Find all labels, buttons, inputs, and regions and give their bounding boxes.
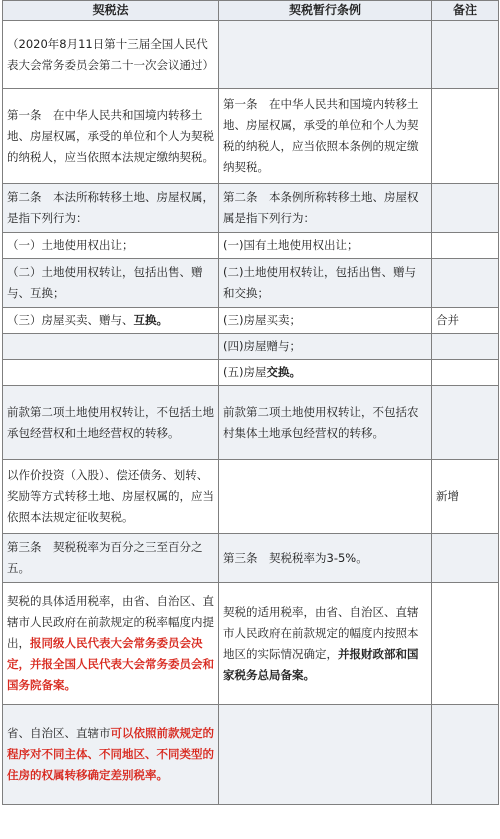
- cell-regulation: (一)国有土地使用权出让；: [219, 233, 432, 259]
- header-row: [3, 1, 499, 21]
- cell-regulation: [219, 460, 432, 534]
- cell-law: 第一条 在中华人民共和国境内转移土地、房屋权属，承受的单位和个人为契税的纳税人，应当依照本法规定缴纳契税。: [3, 89, 219, 184]
- cell-regulation: (三)房屋买卖；: [219, 308, 432, 334]
- cell-remark: [432, 583, 499, 705]
- regulation-text-emphasis: 交换。: [266, 365, 301, 379]
- cell-law: 第二条 本法所称转移土地、房屋权属，是指下列行为：: [3, 184, 219, 233]
- table-row: [3, 308, 499, 334]
- header-remarks: 备注: [432, 1, 499, 21]
- cell-law: [3, 334, 219, 360]
- table-row: [3, 334, 499, 360]
- cell-remark: [432, 21, 499, 89]
- cell-regulation: (二)土地使用权转让，包括出售、赠与和交换；: [219, 259, 432, 308]
- header-deed-tax-law: 契税法: [3, 1, 219, 21]
- cell-law: （一）土地使用权出让；: [3, 233, 219, 259]
- cell-regulation: [219, 21, 432, 89]
- cell-law: [3, 308, 219, 334]
- table-row: [3, 386, 499, 460]
- table-row: [3, 460, 499, 534]
- cell-law: 前款第二项土地使用权转让，不包括土地承包经营权和土地经营权的转移。: [3, 386, 219, 460]
- table-row: [3, 21, 499, 89]
- regulation-text-emphasis: 并报财政部和国家税务总局备案。: [223, 646, 419, 682]
- law-text: 省、自治区、直辖市: [7, 726, 111, 740]
- table-row: [3, 184, 499, 233]
- cell-remark: 新增: [432, 460, 499, 534]
- cell-law: [3, 583, 219, 705]
- comparison-table: [2, 0, 499, 805]
- header-interim-regulations: 契税暂行条例: [219, 1, 432, 21]
- cell-law: [3, 360, 219, 386]
- table-row: [3, 705, 499, 805]
- law-text: 契税的具体适用税率，由省、自治区、直辖市人民政府在前款规定的税率幅度内提出，: [7, 594, 214, 650]
- cell-remark: [432, 233, 499, 259]
- cell-regulation: [219, 360, 432, 386]
- cell-regulation: [219, 583, 432, 705]
- cell-remark: [432, 89, 499, 184]
- cell-law: （二）土地使用权转让，包括出售、赠与、互换；: [3, 259, 219, 308]
- cell-remark: 合并: [432, 308, 499, 334]
- cell-law: 以作价投资（入股）、偿还债务、划转、奖励等方式转移土地、房屋权属的，应当依照本法规定征收契税。: [3, 460, 219, 534]
- cell-law: [3, 705, 219, 805]
- cell-law: （2020年8月11日第十三届全国人民代表大会常务委员会第二十一次会议通过）: [3, 21, 219, 89]
- law-text-emphasis: 互换。: [133, 313, 168, 327]
- table-row: [3, 583, 499, 705]
- cell-regulation: 第一条 在中华人民共和国境内转移土地、房屋权属，承受的单位和个人为契税的纳税人，应当依照本条例的规定缴纳契税。: [219, 89, 432, 184]
- regulation-text: 契税的适用税率，由省、自治区、直辖市人民政府在前款规定的幅度内按照本地区的实际情况确定，: [223, 604, 419, 661]
- cell-law: 第三条 契税税率为百分之三至百分之五。: [3, 534, 219, 583]
- law-text-highlight: 报同级人民代表大会常务委员会决定，并报全国人民代表大会常务委员会和国务院备案。: [7, 636, 214, 692]
- cell-remark: [432, 184, 499, 233]
- law-text-highlight: 可以依照前款规定的程序对不同主体、不同地区、不同类型的住房的权属转移确定差别税率。: [7, 726, 214, 782]
- regulation-text: (五)房屋: [223, 365, 267, 379]
- cell-regulation: (四)房屋赠与；: [219, 334, 432, 360]
- cell-remark: [432, 534, 499, 583]
- cell-remark: [432, 705, 499, 805]
- cell-remark: [432, 259, 499, 308]
- cell-remark: [432, 360, 499, 386]
- cell-remark: [432, 386, 499, 460]
- cell-regulation: 第三条 契税税率为3-5%。: [219, 534, 432, 583]
- law-text: （三）房屋买卖、赠与、: [7, 313, 134, 327]
- table-row: [3, 534, 499, 583]
- table-row: [3, 360, 499, 386]
- cell-regulation: [219, 705, 432, 805]
- cell-regulation: 第二条 本条例所称转移土地、房屋权属是指下列行为：: [219, 184, 432, 233]
- cell-regulation: 前款第二项土地使用权转让，不包括农村集体土地承包经营权的转移。: [219, 386, 432, 460]
- table-row: [3, 233, 499, 259]
- table-row: [3, 89, 499, 184]
- cell-remark: [432, 334, 499, 360]
- table-row: [3, 259, 499, 308]
